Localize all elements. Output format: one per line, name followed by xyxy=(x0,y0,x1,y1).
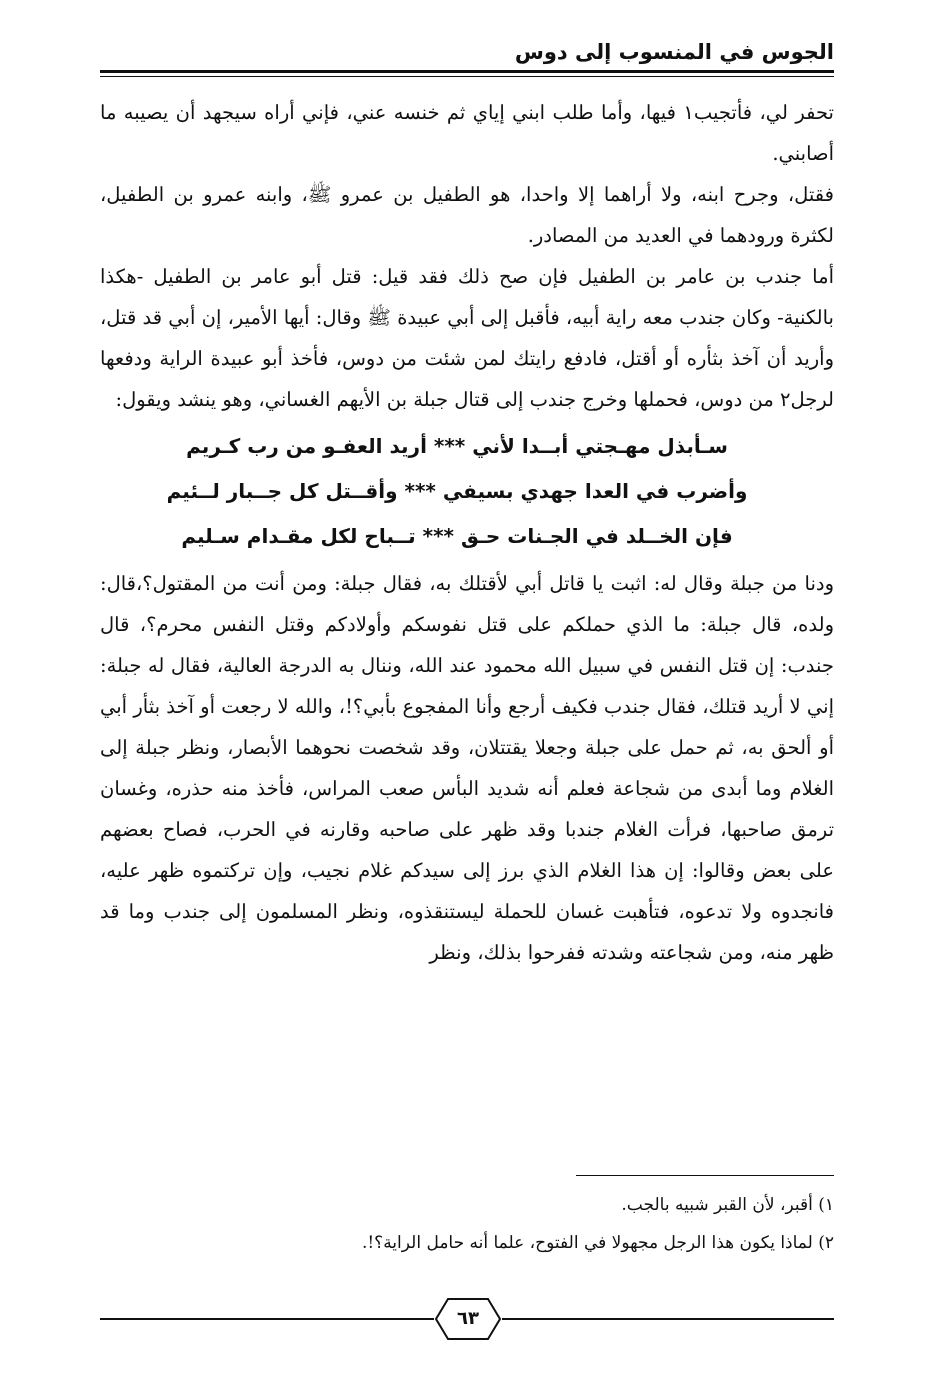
paragraph: تحفر لي، فأتجيب١ فيها، وأما طلب ابني إياي ثم خنسه عني، فإني أراه سيجهد أن يصيبه ما أصابني. xyxy=(100,101,834,165)
paragraph: فقتل، وجرح ابنه، ولا أراهما إلا واحدا، هو الطفيل بن عمرو ﷺ، وابنه عمرو بن الطفيل، لكثرة ورودهما في العديد من المصادر. xyxy=(100,183,834,247)
footnotes xyxy=(100,1186,834,1262)
header-rule-thick xyxy=(100,70,834,73)
paragraph: أما جندب بن عامر بن الطفيل فإن صح ذلك فقد قيل: قتل أبو عامر بن الطفيل -هكذا بالكنية- وكان جندب معه راية أبيه، فأقبل إلى أبي عبيدة ﷺ وقال: أيها الأمير، إن أبي قد قتل، وأريد أن آخذ بثأره أو أقتل، فادفع رايتك لمن شئت من دوس، فأخذ أبو عبيدة الراية ودفعها لرجل٢ من دوس، فحملها وخرج جندب إلى قتال جبلة بن الأيهم الغساني، وهو ينشد ويقول: xyxy=(100,265,834,411)
page-number-rule-left xyxy=(100,1318,434,1320)
page-number-badge xyxy=(434,1297,502,1341)
footnote-separator xyxy=(576,1175,834,1176)
header-rule-thin xyxy=(100,76,834,77)
poem-verse: سـأبذل مهـجتي أبــدا لأني *** أريد العفـو من رب كـريم xyxy=(186,434,728,458)
page-number: ٦٣ xyxy=(457,1308,479,1329)
page-number-rule-right xyxy=(502,1318,834,1320)
poem-verse: فإن الخــلد في الجـنات حـق *** تــباح لكل مقـدام سـليم xyxy=(181,524,733,548)
poem-verse: وأضرب في العدا جهدي بسيفي *** وأقــتل كل جــبار لــئيم xyxy=(166,479,748,503)
running-header xyxy=(100,38,834,77)
paragraph: ودنا من جبلة وقال له: اثبت يا قاتل أبي لأقتلك به، فقال جبلة: ومن أنت من المقتول؟،قال: ولده، قال جبلة: ما الذي حملكم على قتل نفوسكم وأولادكم وقتل النفس محرم؟، قال جندب: إن قتل النفس في سبيل الله محمود عند الله، وننال به الدرجة العالية، فقال له جبلة: إني لا أريد قتلك، فقال جندب فكيف أرجع وأنا المفجوع بأبي؟!، والله لا رجعت أو آخذ بثأر أبي أو ألحق به، ثم حمل على جبلة وجعلا يقتتلان، وقد شخصت نحوهما الأبصار، ونظر جبلة إلى الغلام وما أبدى من شجاعة فعلم أنه شديد البأس صعب المراس، فأخذ منه حذره، وغسان ترمق صاحبها، فرأت الغلام جندبا وقد ظهر على صاحبه وقارنه في الحرب، فصاح بعضهم على بعض وقالوا: إن هذا الغلام الذي برز إلى سيدكم غلام نجيب، وإن تركتموه ظهر عليه، فانجدوه ولا تدعوه، فتأهبت غسان للحملة ليستنقذوه، ونظر المسلمون إلى جندب وما قد ظهر منه، ومن شجاعته وشدته ففرحوا بذلك، ونظر xyxy=(100,572,834,964)
footnote: ١) أقبر، لأن القبر شبيه بالجب. xyxy=(621,1195,834,1215)
poem-block xyxy=(100,424,834,559)
header-title: الجوس في المنسوب إلى دوس xyxy=(514,40,834,64)
body-text xyxy=(100,92,834,973)
footnote: ٢) لماذا يكون هذا الرجل مجهولا في الفتوح، علما أنه حامل الراية؟!. xyxy=(361,1233,834,1253)
